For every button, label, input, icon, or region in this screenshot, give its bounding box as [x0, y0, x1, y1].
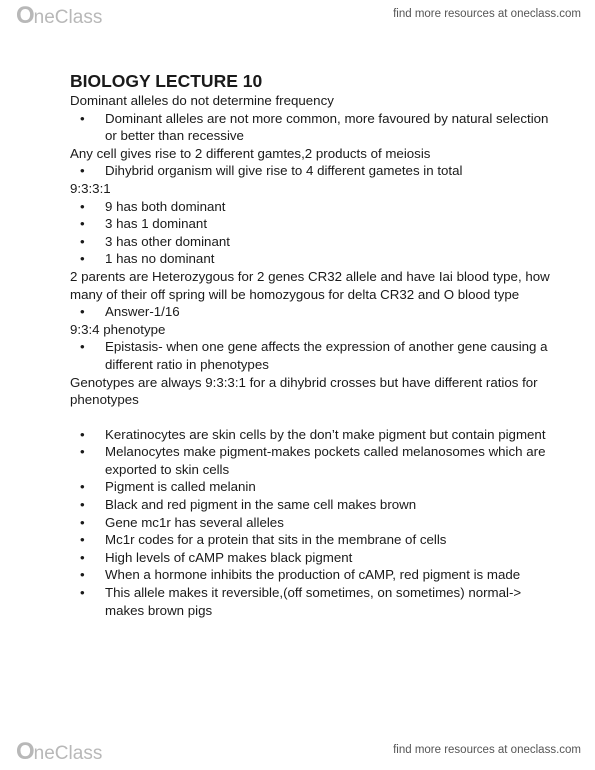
bullet-item	[70, 496, 550, 514]
logo-text: neClass	[33, 743, 103, 764]
bullet-text: Epistasis- when one gene affects the expression of another gene causing a different ratio in phenotypes	[105, 339, 548, 372]
document-body	[70, 70, 550, 619]
text-line: 2 parents are Heterozygous for 2 genes CR32 allele and have Iai blood type, how many of their off spring will be homozygous for delta CR32 and O blood type	[70, 268, 550, 302]
bullet-icon: •	[80, 549, 85, 565]
bullet-item	[70, 566, 550, 584]
text-line: Dominant alleles do not determine frequency	[70, 93, 334, 108]
bullet-icon: •	[80, 304, 85, 320]
bullet-icon: •	[80, 163, 85, 179]
bullet-text: Dihybrid organism will give rise to 4 different gametes in total	[105, 163, 463, 179]
bullet-icon: •	[80, 426, 85, 442]
bullet-item	[70, 514, 550, 532]
bullet-item	[70, 215, 550, 233]
bullet-item	[70, 443, 550, 478]
bullet-item	[70, 338, 550, 373]
bullet-icon: •	[80, 339, 85, 355]
bullet-text: When a hormone inhibits the production of cAMP, red pigment is made	[105, 567, 521, 583]
bullet-icon: •	[80, 198, 85, 214]
oneclass-logo[interactable]	[16, 4, 102, 30]
bullet-text: 9 has both dominant	[105, 198, 226, 214]
oneclass-logo[interactable]	[16, 740, 102, 766]
text-line: 9:3:3:1	[70, 180, 111, 196]
bullet-item	[70, 233, 550, 251]
bullet-text: Gene mc1r has several alleles	[105, 514, 284, 530]
bullet-text: Keratinocytes are skin cells by the don’t make pigment but contain pigment	[105, 426, 546, 442]
bullet-text: Answer-1/16	[105, 304, 180, 320]
text-line: Genotypes are always 9:3:3:1 for a dihybrid crosses but have different ratios for phenotypes	[70, 374, 538, 408]
bullet-text: This allele makes it reversible,(off sometimes, on sometimes) normal-> makes brown pigs	[105, 585, 522, 618]
bullet-icon: •	[80, 532, 85, 548]
bullet-text: Black and red pigment in the same cell makes brown	[105, 497, 417, 513]
bullet-text: 3 has 1 dominant	[105, 216, 208, 232]
bullet-icon: •	[80, 216, 85, 232]
bullet-text: Pigment is called melanin	[105, 479, 256, 495]
bullet-icon: •	[80, 514, 85, 530]
resources-link[interactable]: find more resources at oneclass.com	[393, 8, 581, 20]
bullet-item	[70, 303, 550, 321]
page-title: BIOLOGY LECTURE 10	[70, 71, 263, 91]
bullet-icon: •	[80, 585, 85, 601]
bullet-item	[70, 110, 550, 145]
bullet-icon: •	[80, 110, 85, 126]
bullet-text: Melanocytes make pigment-makes pockets called melanosomes which are exported to skin cells	[105, 444, 546, 477]
bullet-icon: •	[80, 479, 85, 495]
bullet-text: 1 has no dominant	[105, 251, 215, 267]
text-line: Any cell gives rise to 2 different gamtes,2 products of meiosis	[70, 145, 431, 161]
bullet-item	[70, 426, 550, 444]
bullet-item	[70, 531, 550, 549]
bullet-icon: •	[80, 251, 85, 267]
bullet-text: High levels of cAMP makes black pigment	[105, 549, 353, 565]
bullet-icon: •	[80, 233, 85, 249]
bullet-item	[70, 478, 550, 496]
resources-link[interactable]: find more resources at oneclass.com	[393, 744, 581, 756]
bullet-text: Mc1r codes for a protein that sits in the membrane of cells	[105, 532, 447, 548]
bullet-item	[70, 250, 550, 268]
bullet-item	[70, 584, 550, 619]
logo-text: neClass	[33, 7, 103, 28]
bullet-item	[70, 162, 550, 180]
bullet-icon: •	[80, 567, 85, 583]
page-footer	[0, 736, 595, 766]
bullet-icon: •	[80, 497, 85, 513]
bullet-item	[70, 198, 550, 216]
bullet-icon: •	[80, 444, 85, 460]
logo-o: O	[16, 738, 34, 765]
page-header	[0, 0, 595, 30]
logo-o: O	[16, 2, 34, 29]
bullet-text: Dominant alleles are not more common, more favoured by natural selection or better than recessive	[105, 110, 549, 144]
text-line: 9:3:4 phenotype	[70, 321, 166, 337]
spacer	[70, 409, 550, 426]
bullet-item	[70, 549, 550, 567]
bullet-text: 3 has other dominant	[105, 233, 230, 249]
